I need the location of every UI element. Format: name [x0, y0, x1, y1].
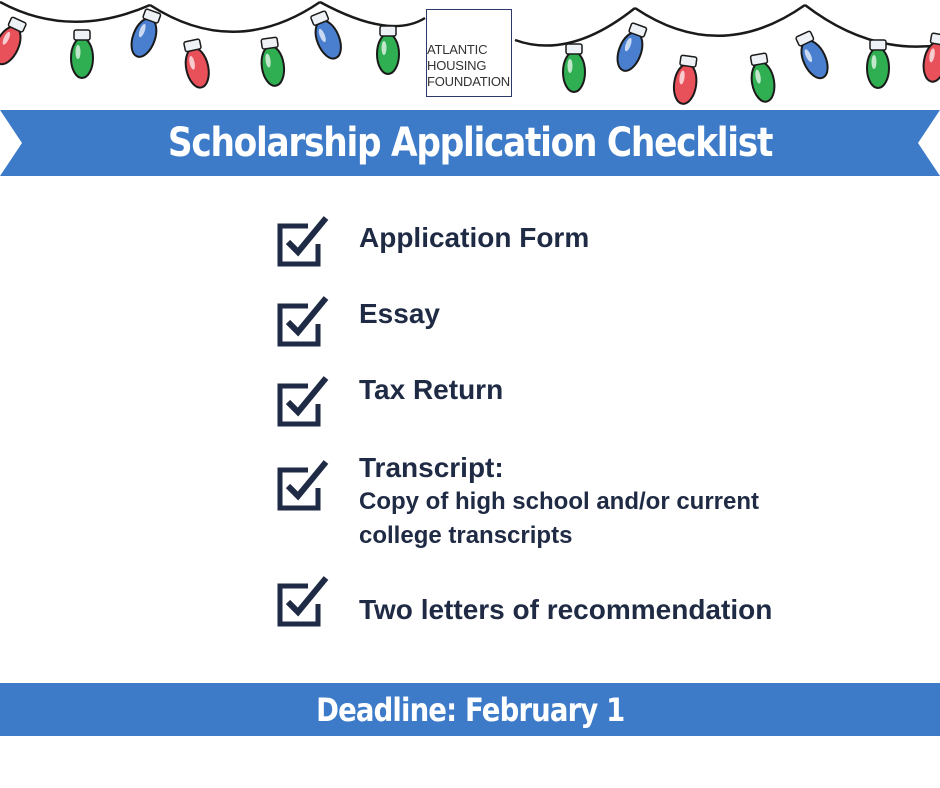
green-bulb-icon — [867, 40, 889, 88]
checkbox-checked-icon — [274, 214, 330, 270]
logo-line-3: FOUNDATION — [427, 74, 510, 89]
title-banner — [0, 110, 940, 176]
atlantic-housing-foundation-logo — [426, 9, 512, 97]
green-bulb-icon — [377, 26, 399, 74]
green-bulb-icon — [563, 44, 585, 92]
blue-bulb-icon — [308, 9, 346, 62]
green-bulb-icon — [747, 52, 777, 103]
checklist-label: Transcript: — [359, 452, 504, 483]
logo-line-2: HOUSING — [427, 58, 487, 73]
green-bulb-icon — [71, 30, 93, 78]
checklist-label: Application Form — [359, 222, 590, 253]
blue-bulb-icon — [793, 29, 833, 82]
red-bulb-icon — [921, 32, 940, 83]
checklist-label: Essay — [359, 298, 440, 329]
deadline-bar — [0, 683, 940, 736]
blue-bulb-icon — [127, 8, 164, 61]
logo-line-1: ATLANTIC — [427, 42, 488, 57]
checkbox-checked-icon — [274, 574, 330, 630]
green-bulb-icon — [258, 37, 286, 88]
checkbox-checked-icon — [274, 458, 330, 514]
checkbox-checked-icon — [274, 294, 330, 350]
deadline-text: Deadline: February 1 — [315, 690, 625, 729]
red-bulb-icon — [671, 55, 699, 106]
page-title: Scholarship Application Checklist — [167, 120, 773, 166]
red-bulb-icon — [0, 15, 29, 68]
checklist-label: Tax Return — [359, 374, 504, 405]
checkbox-checked-icon — [274, 374, 330, 430]
red-bulb-icon — [181, 38, 212, 90]
checklist-detail: Copy of high school and/or current college transcripts — [359, 488, 760, 549]
blue-bulb-icon — [613, 22, 650, 75]
checklist-label: Two letters of recommendation — [359, 594, 773, 625]
